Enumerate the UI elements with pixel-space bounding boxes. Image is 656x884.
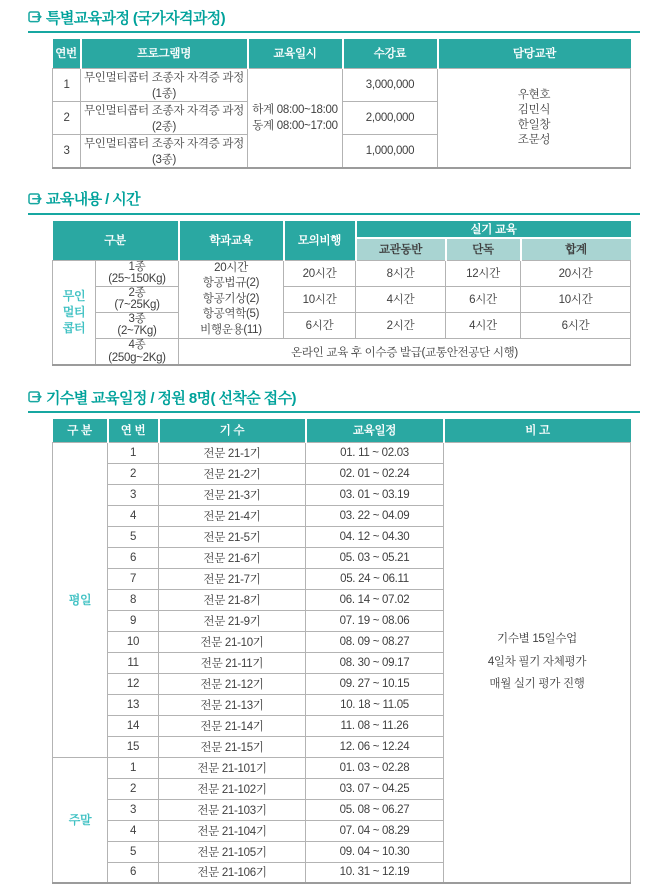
cohort-name-cell: 전문 21-11기	[159, 652, 306, 673]
cohort-name-cell: 전문 21-15기	[159, 736, 306, 757]
row-number-cell: 9	[108, 610, 159, 631]
program-name-cell: 무인멀티콥터 조종자 자격증 과정 (3종)	[81, 134, 248, 168]
date-range-cell: 02. 01 ~ 02.24	[306, 463, 444, 484]
row-number-cell: 8	[108, 589, 159, 610]
grade-cell	[96, 286, 179, 312]
col-header-instructor: 담당교관	[438, 39, 631, 68]
instructor-name: 김민식	[517, 103, 551, 116]
solo-cell: 4시간	[446, 312, 521, 338]
solo-cell: 12시간	[446, 260, 521, 286]
col-header-with-instructor: 교관동반	[356, 238, 446, 261]
group-label-cell: 주말	[53, 757, 108, 883]
sim-flight-cell: 20시간	[284, 260, 356, 286]
schedule-line: 하계 08:00~18:00	[252, 103, 338, 116]
row-number-cell: 3	[53, 134, 81, 168]
total-cell: 20시간	[521, 260, 631, 286]
date-range-cell: 04. 12 ~ 04.30	[306, 526, 444, 547]
with-instructor-cell: 8시간	[356, 260, 446, 286]
row-number-cell: 1	[108, 442, 159, 463]
grade-line: 2종	[128, 286, 146, 299]
row-number-cell: 3	[108, 799, 159, 820]
col-header-dates: 교육일정	[306, 419, 444, 442]
instructor-name: 한일창	[517, 118, 551, 131]
table-row	[53, 260, 631, 286]
cohort-name-cell: 전문 21-14기	[159, 715, 306, 736]
header-row	[53, 221, 631, 238]
row-number-cell: 2	[53, 101, 81, 134]
grade-cell	[96, 312, 179, 338]
cohort-name-cell: 전문 21-2기	[159, 463, 306, 484]
online-course-note-cell: 온라인 교육 후 이수증 발급(교통안전공단 시행)	[179, 339, 631, 366]
total-cell: 10시간	[521, 286, 631, 312]
program-name-cell: 무인멀티콥터 조종자 자격증 과정 (2종)	[81, 101, 248, 134]
instructor-name: 우현호	[517, 88, 551, 101]
row-number-cell: 2	[108, 778, 159, 799]
section-heading	[28, 7, 640, 27]
aircraft-type-cell	[53, 260, 96, 365]
date-range-cell: 09. 04 ~ 10.30	[306, 841, 444, 862]
instructors-cell	[438, 68, 631, 168]
row-number-cell: 5	[108, 526, 159, 547]
aircraft-type-line: 멀티	[62, 305, 86, 320]
cohort-schedule-table	[52, 419, 631, 884]
cohort-name-cell: 전문 21-103기	[159, 799, 306, 820]
col-header-category: 구 분	[53, 419, 108, 442]
weight-range-line: (25~150Kg)	[108, 273, 166, 286]
cohort-name-cell: 전문 21-13기	[159, 694, 306, 715]
row-number-cell: 14	[108, 715, 159, 736]
weight-range-line: (250g~2Kg)	[108, 351, 166, 364]
date-range-cell: 11. 08 ~ 11.26	[306, 715, 444, 736]
aircraft-type-line: 콥터	[62, 321, 86, 336]
table-row	[53, 339, 631, 366]
total-cell: 6시간	[521, 312, 631, 338]
theory-hours-cell	[179, 260, 284, 339]
date-range-cell: 01. 11 ~ 02.03	[306, 442, 444, 463]
col-header-cohort: 기 수	[159, 419, 306, 442]
solo-cell: 6시간	[446, 286, 521, 312]
date-range-cell: 08. 30 ~ 09.17	[306, 652, 444, 673]
col-header-theory: 학과교육	[179, 221, 284, 261]
section-heading	[28, 387, 640, 407]
theory-line: 항공기상(2)	[202, 292, 260, 305]
col-header-remarks: 비 고	[444, 419, 631, 442]
row-number-cell: 4	[108, 820, 159, 841]
col-header-fee: 수강료	[343, 39, 438, 68]
weight-range-line: (2~7Kg)	[117, 325, 157, 338]
theory-line: 20시간	[214, 261, 248, 274]
program-name-cell: 무인멀티콥터 조종자 자격증 과정 (1종)	[81, 68, 248, 101]
cohort-name-cell: 전문 21-8기	[159, 589, 306, 610]
cohort-name-cell: 전문 21-7기	[159, 568, 306, 589]
cohort-name-cell: 전문 21-6기	[159, 547, 306, 568]
with-instructor-cell: 2시간	[356, 312, 446, 338]
section-title: 교육내용 / 시간	[46, 191, 141, 208]
table-row	[53, 442, 631, 463]
fee-cell: 3,000,000	[343, 68, 438, 101]
row-number-cell: 10	[108, 631, 159, 652]
row-number-cell: 5	[108, 841, 159, 862]
row-number-cell: 1	[108, 757, 159, 778]
cohort-name-cell: 전문 21-102기	[159, 778, 306, 799]
curriculum-table	[52, 221, 631, 367]
sim-flight-cell: 10시간	[284, 286, 356, 312]
arrow-box-icon	[28, 390, 42, 404]
cohort-name-cell: 전문 21-105기	[159, 841, 306, 862]
with-instructor-cell: 4시간	[356, 286, 446, 312]
fee-cell: 2,000,000	[343, 101, 438, 134]
col-header-schedule: 교육일시	[248, 39, 343, 68]
cohort-name-cell: 전문 21-3기	[159, 484, 306, 505]
row-number-cell: 12	[108, 673, 159, 694]
row-number-cell: 11	[108, 652, 159, 673]
arrow-box-icon	[28, 192, 42, 206]
grade-cell	[96, 339, 179, 366]
title-underline	[28, 213, 640, 215]
cohort-name-cell: 전문 21-5기	[159, 526, 306, 547]
table-row	[53, 68, 631, 101]
group-label-cell: 평일	[53, 442, 108, 757]
table-row	[53, 286, 631, 312]
section-curriculum	[28, 189, 640, 367]
col-header-category: 구분	[53, 221, 179, 261]
row-number-cell: 13	[108, 694, 159, 715]
arrow-box-icon	[28, 10, 42, 24]
col-header-number: 연번	[53, 39, 81, 68]
schedule-cell	[248, 68, 343, 168]
aircraft-type-line: 무인	[62, 289, 86, 304]
grade-line: 4종	[128, 339, 146, 351]
date-range-cell: 08. 09 ~ 08.27	[306, 631, 444, 652]
date-range-cell: 03. 22 ~ 04.09	[306, 505, 444, 526]
theory-line: 항공법규(2)	[202, 277, 260, 289]
date-range-cell: 05. 24 ~ 06.11	[306, 568, 444, 589]
header-row	[53, 39, 631, 68]
table-row	[53, 312, 631, 338]
instructor-name: 조문성	[517, 133, 551, 146]
date-range-cell: 07. 04 ~ 08.29	[306, 820, 444, 841]
grade-line: 3종	[128, 312, 146, 325]
row-number-cell: 7	[108, 568, 159, 589]
row-number-cell: 6	[108, 862, 159, 883]
cohort-name-cell: 전문 21-4기	[159, 505, 306, 526]
cohort-name-cell: 전문 21-12기	[159, 673, 306, 694]
title-underline	[28, 411, 640, 413]
date-range-cell: 05. 03 ~ 05.21	[306, 547, 444, 568]
schedule-line: 동계 08:00~17:00	[252, 119, 338, 132]
date-range-cell: 01. 03 ~ 02.28	[306, 757, 444, 778]
special-course-table	[52, 39, 631, 169]
sim-flight-cell: 6시간	[284, 312, 356, 338]
cohort-name-cell: 전문 21-104기	[159, 820, 306, 841]
theory-line: 항공역학(5)	[202, 308, 260, 320]
cohort-name-cell: 전문 21-101기	[159, 757, 306, 778]
weight-range-line: (7~25Kg)	[114, 299, 160, 312]
section-cohort-schedule	[28, 387, 640, 884]
col-header-number: 연 번	[108, 419, 159, 442]
grade-cell	[96, 260, 179, 286]
remarks-line: 4일차 필기 자체평가	[487, 655, 587, 668]
row-number-cell: 4	[108, 505, 159, 526]
header-row	[53, 419, 631, 442]
cohort-name-cell: 전문 21-1기	[159, 442, 306, 463]
col-header-solo: 단독	[446, 238, 521, 261]
fee-cell: 1,000,000	[343, 134, 438, 168]
row-number-cell: 2	[108, 463, 159, 484]
grade-line: 1종	[128, 260, 146, 273]
date-range-cell: 10. 18 ~ 11.05	[306, 694, 444, 715]
section-heading	[28, 189, 640, 209]
cohort-name-cell: 전문 21-10기	[159, 631, 306, 652]
section-title: 특별교육과정 (국가자격과정)	[46, 9, 226, 27]
cohort-name-cell: 전문 21-106기	[159, 862, 306, 883]
cohort-name-cell: 전문 21-9기	[159, 610, 306, 631]
row-number-cell: 1	[53, 68, 81, 101]
col-header-practical: 실기 교육	[356, 221, 631, 238]
row-number-cell: 15	[108, 736, 159, 757]
row-number-cell: 6	[108, 547, 159, 568]
col-header-sim-flight: 모의비행	[284, 221, 356, 261]
theory-line: 비행운용(11)	[200, 323, 262, 336]
date-range-cell: 12. 06 ~ 12.24	[306, 736, 444, 757]
date-range-cell: 10. 31 ~ 12.19	[306, 862, 444, 883]
col-header-total: 합계	[521, 238, 631, 261]
section-title: 기수별 교육일정 / 정원 8명( 선착순 접수)	[46, 389, 296, 407]
date-range-cell: 05. 08 ~ 06.27	[306, 799, 444, 820]
remarks-cell	[444, 442, 631, 883]
date-range-cell: 06. 14 ~ 07.02	[306, 589, 444, 610]
row-number-cell: 3	[108, 484, 159, 505]
date-range-cell: 09. 27 ~ 10.15	[306, 673, 444, 694]
date-range-cell: 07. 19 ~ 08.06	[306, 610, 444, 631]
date-range-cell: 03. 01 ~ 03.19	[306, 484, 444, 505]
section-special-course	[28, 0, 640, 169]
title-underline	[28, 31, 640, 33]
remarks-line: 매월 실기 평가 진행	[489, 678, 585, 691]
date-range-cell: 03. 07 ~ 04.25	[306, 778, 444, 799]
col-header-program: 프로그램명	[81, 39, 248, 68]
remarks-line: 기수별 15일수업	[497, 633, 577, 646]
